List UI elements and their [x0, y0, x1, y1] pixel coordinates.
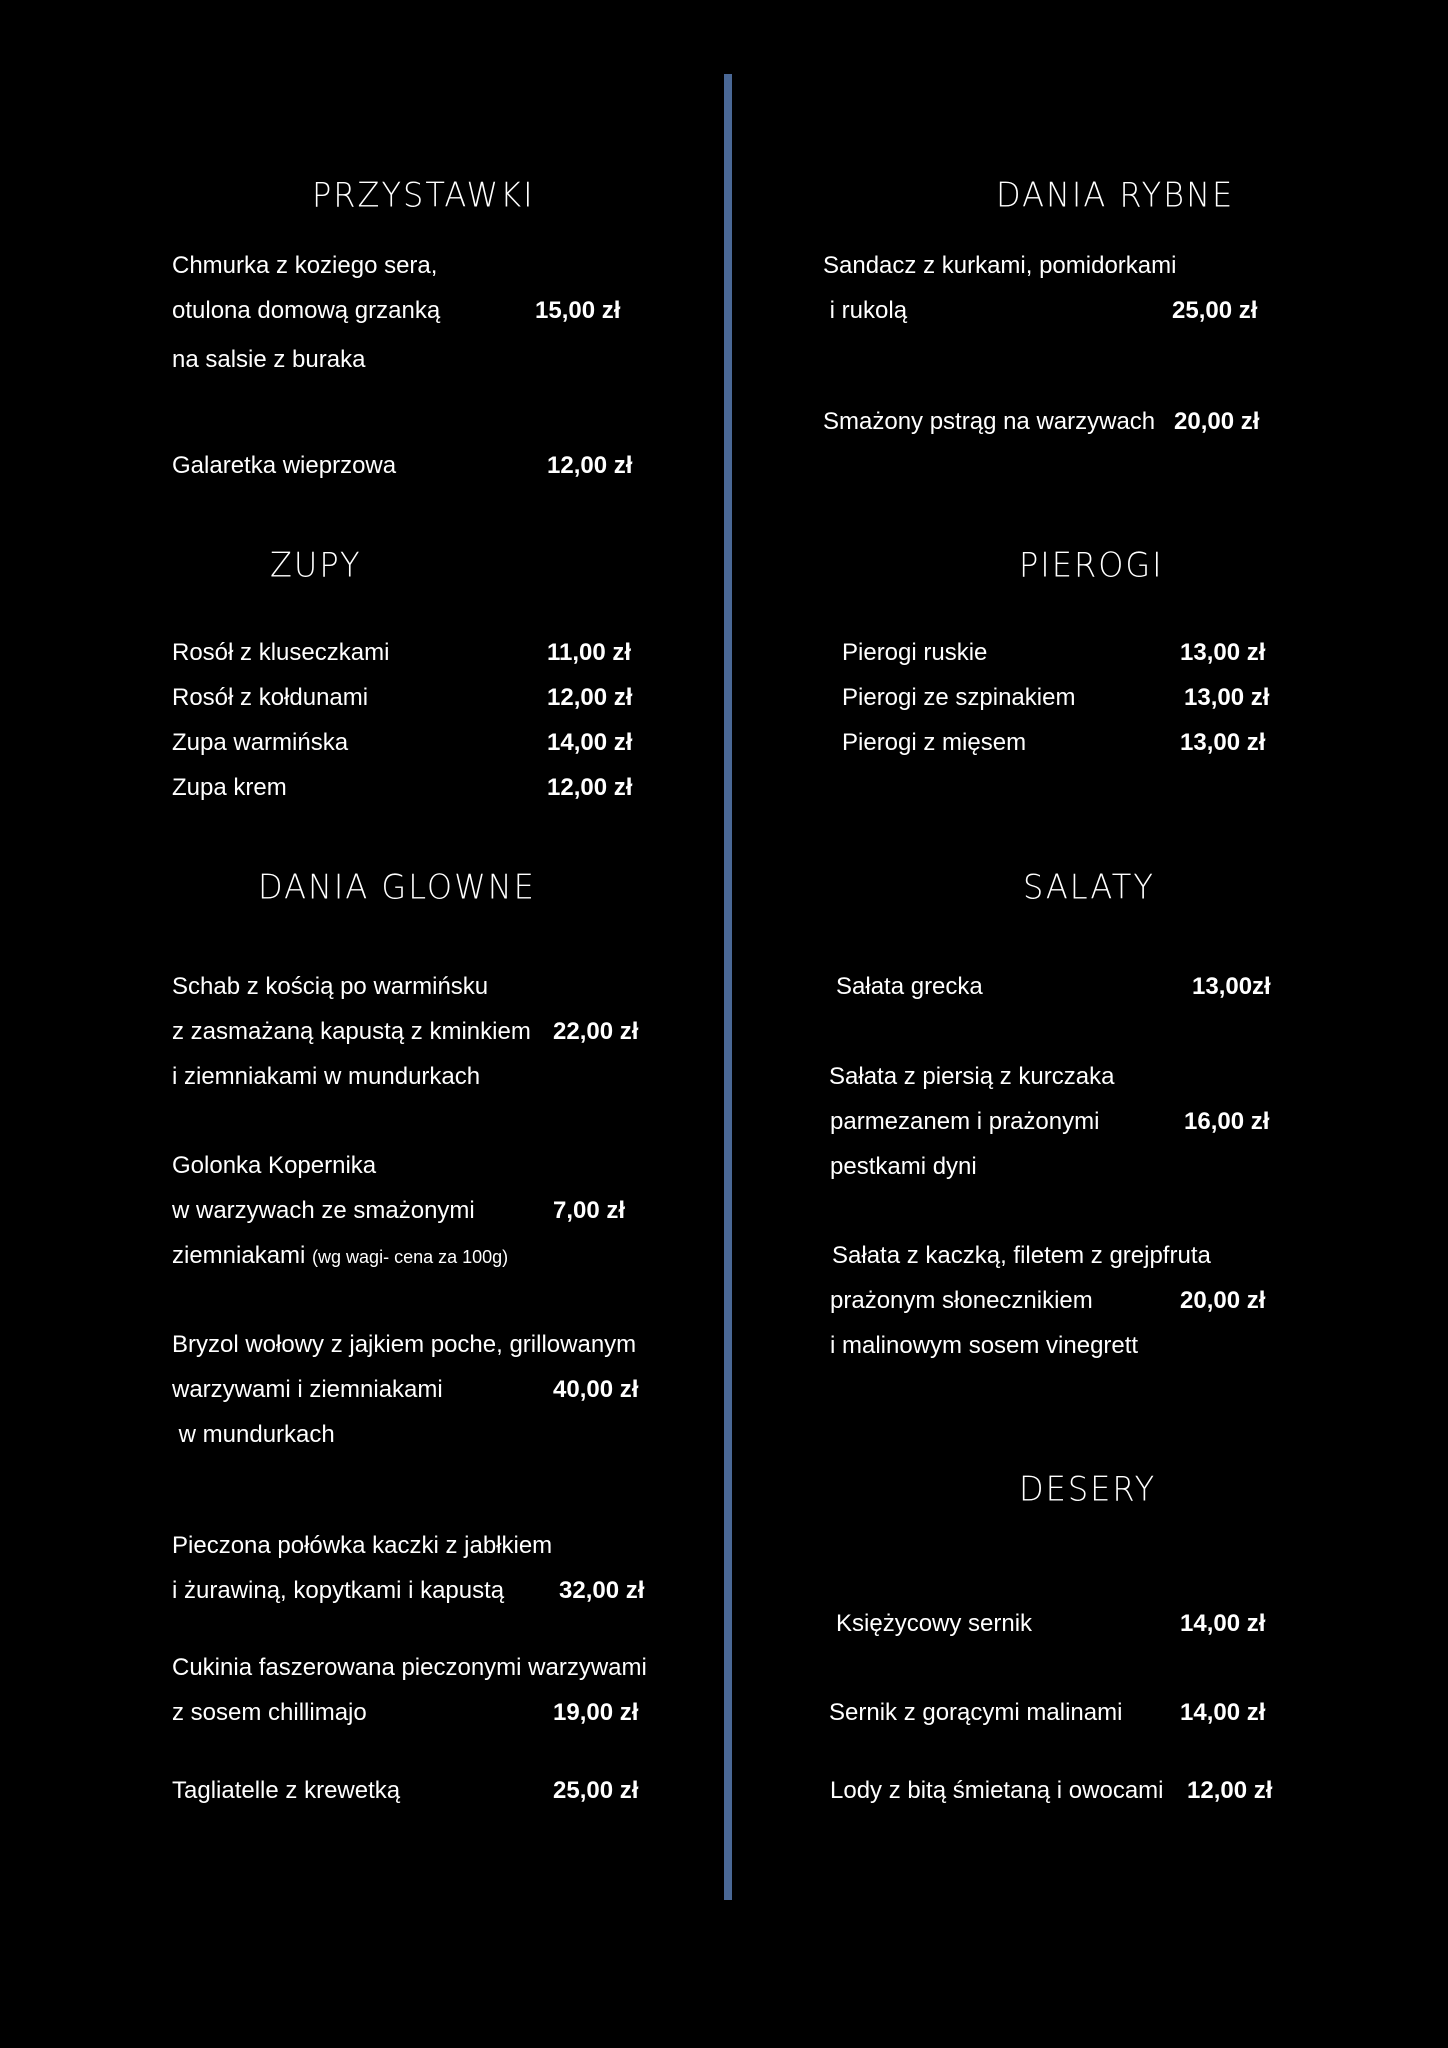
item-line: Pieczona połówka kaczki z jabłkiem — [172, 1532, 553, 1559]
item-name: Zupa warmińska — [172, 729, 349, 756]
item-name: Rosół z kluseczkami — [172, 639, 390, 666]
item-line: parmezanem i prażonymi — [830, 1108, 1100, 1135]
item-name: Sernik z gorącymi malinami — [829, 1699, 1123, 1726]
item-line: Chmurka z koziego sera, — [172, 252, 438, 279]
weight-note: (wg wagi- cena za 100g) — [312, 1247, 509, 1267]
item-price: 13,00 zł — [1180, 639, 1266, 666]
item-price: 12,00 zł — [547, 452, 633, 479]
item-name: Galaretka wieprzowa — [172, 452, 397, 479]
item-price: 13,00zł — [1192, 973, 1271, 1000]
section-title-desery: DESERY — [1019, 1469, 1157, 1509]
item-line: prażonym słonecznikiem — [830, 1287, 1093, 1314]
item-name: Księżycowy sernik — [836, 1610, 1033, 1637]
item-price: 19,00 zł — [553, 1699, 639, 1726]
item-line: i rukolą — [823, 297, 908, 324]
item-line: pestkami dyni — [830, 1153, 977, 1180]
item-price: 7,00 zł — [553, 1197, 626, 1224]
item-line: Golonka Kopernika — [172, 1152, 377, 1179]
item-price: 11,00 zł — [547, 639, 632, 666]
item-line: Sałata z piersią z kurczaka — [829, 1063, 1115, 1090]
item-price: 12,00 zł — [547, 774, 633, 801]
item-line: w mundurkach — [172, 1421, 335, 1448]
section-title-salaty: SALATY — [1023, 867, 1155, 907]
section-title-przystawki: PRZYSTAWKI — [312, 175, 535, 215]
item-price: 25,00 zł — [1172, 297, 1258, 324]
item-price: 22,00 zł — [553, 1018, 639, 1045]
column-divider — [724, 74, 732, 1900]
item-name: Lody z bitą śmietaną i owocami — [830, 1777, 1164, 1804]
item-price: 12,00 zł — [547, 684, 633, 711]
item-line — [172, 1244, 508, 1268]
item-line: Sałata z kaczką, filetem z grejpfruta — [832, 1242, 1211, 1269]
section-title-pierogi: PIEROGI — [1019, 545, 1164, 585]
item-line: Sandacz z kurkami, pomidorkami — [823, 252, 1177, 279]
item-name: Zupa krem — [172, 774, 287, 801]
item-line-text: ziemniakami — [172, 1242, 306, 1269]
section-title-dania-glowne: DANIA GLOWNE — [258, 867, 536, 907]
item-line: z zasmażaną kapustą z kminkiem — [172, 1018, 531, 1045]
item-line: z sosem chillimajo — [172, 1699, 367, 1726]
item-line: otulona domową grzanką — [172, 297, 441, 324]
item-name: Pierogi ze szpinakiem — [842, 684, 1076, 711]
item-price: 25,00 zł — [553, 1777, 639, 1804]
item-price: 15,00 zł — [535, 297, 621, 324]
section-title-zupy: ZUPY — [270, 545, 362, 585]
item-price: 13,00 zł — [1184, 684, 1270, 711]
item-price: 14,00 zł — [1180, 1610, 1266, 1637]
item-name: Sałata grecka — [836, 973, 983, 1000]
item-line: w warzywach ze smażonymi — [172, 1197, 475, 1224]
item-line: na salsie z buraka — [172, 346, 366, 373]
item-line: Cukinia faszerowana pieczonymi warzywami — [172, 1654, 647, 1681]
section-title-dania-rybne: DANIA RYBNE — [996, 175, 1235, 215]
item-name: Pierogi ruskie — [842, 639, 988, 666]
item-line: warzywami i ziemniakami — [172, 1376, 443, 1403]
item-price: 14,00 zł — [547, 729, 633, 756]
item-price: 32,00 zł — [559, 1577, 645, 1604]
item-line: i malinowym sosem vinegrett — [830, 1332, 1139, 1359]
item-line: i żurawiną, kopytkami i kapustą — [172, 1577, 505, 1604]
item-price: 14,00 zł — [1180, 1699, 1266, 1726]
item-name: Rosół z kołdunami — [172, 684, 369, 711]
item-price: 20,00 zł — [1174, 408, 1260, 435]
item-price: 16,00 zł — [1184, 1108, 1270, 1135]
item-name: Smażony pstrąg na warzywach — [823, 408, 1156, 435]
item-line: Schab z kością po warmińsku — [172, 973, 489, 1000]
item-price: 12,00 zł — [1187, 1777, 1273, 1804]
item-name: Tagliatelle z krewetką — [172, 1777, 401, 1804]
item-line: i ziemniakami w mundurkach — [172, 1063, 481, 1090]
item-price: 20,00 zł — [1180, 1287, 1266, 1314]
item-price: 40,00 zł — [553, 1376, 639, 1403]
item-price: 13,00 zł — [1180, 729, 1266, 756]
item-line: Bryzol wołowy z jajkiem poche, grillowanym — [172, 1331, 637, 1358]
item-name: Pierogi z mięsem — [842, 729, 1027, 756]
